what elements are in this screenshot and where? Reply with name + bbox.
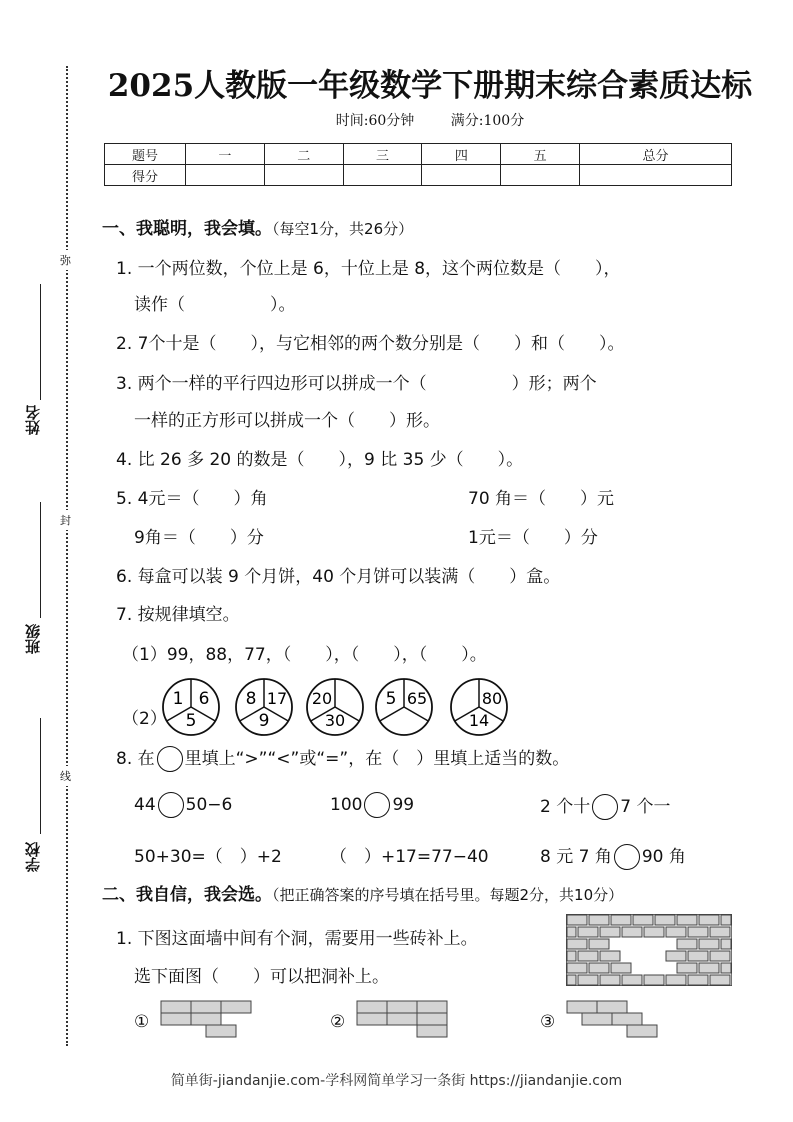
circle-number: 14	[468, 711, 490, 730]
header-cell: 题号	[105, 144, 186, 165]
question-1-7: 7. 按规律填空。	[116, 605, 240, 625]
wall-brick	[622, 927, 642, 937]
header-cell: 三	[343, 144, 422, 165]
option-2-label[interactable]: ②	[330, 1012, 346, 1032]
question-1-1b: 读作（ ）。	[134, 295, 296, 315]
pattern-circle-4	[373, 676, 435, 738]
full-score-label: 满分:100分	[450, 113, 525, 129]
answer-circle[interactable]	[592, 794, 618, 820]
option-1-label[interactable]: ①	[134, 1012, 150, 1032]
score-table	[104, 143, 732, 186]
question-1-3a: 3. 两个一样的平行四边形可以拼成一个（ ）形；两个	[116, 374, 597, 394]
school-label: 学校	[24, 842, 42, 872]
circle-number: 20	[311, 689, 333, 708]
question-2-1b: 选下面图（ ）可以把洞补上。	[134, 967, 389, 987]
wall-brick	[710, 951, 730, 961]
wall-brick	[567, 915, 587, 925]
wall-brick	[699, 963, 719, 973]
section-1-heading: 一、我聪明，我会填。	[102, 219, 272, 239]
wall-brick	[677, 915, 697, 925]
q8-item-c	[540, 792, 670, 820]
wall-brick	[688, 927, 708, 937]
wall-brick	[677, 963, 697, 973]
circle-number: 1	[172, 689, 184, 709]
name-line	[40, 284, 41, 400]
seal-char-3: 线	[60, 766, 71, 786]
section-1-note: （每空1分，共26分）	[272, 220, 414, 238]
question-1-8	[116, 744, 569, 772]
section-2-title	[102, 880, 623, 905]
circle-number: 5	[385, 689, 397, 709]
wall-brick	[611, 963, 631, 973]
wall-brick	[589, 915, 609, 925]
class-line	[40, 502, 41, 618]
option-3-label[interactable]: ③	[540, 1012, 556, 1032]
wall-brick	[666, 951, 686, 961]
compare-circle-icon	[157, 746, 183, 772]
wall-brick	[567, 927, 576, 937]
answer-circle[interactable]	[364, 792, 390, 818]
q8-item-e: （ ）+17=77−40	[330, 847, 489, 867]
wall-brick	[611, 915, 631, 925]
wall-brick	[633, 915, 653, 925]
wall-brick	[688, 951, 708, 961]
question-1-7-1: （1）99，88，77，（ ），（ ），（ ）。	[122, 645, 487, 665]
question-1-3b: 一样的正方形可以拼成一个（ ）形。	[134, 411, 440, 431]
wall-brick	[578, 927, 598, 937]
binding-dotted-line	[66, 66, 68, 1046]
seal-char-1: 弥	[60, 250, 71, 270]
wall-brick	[567, 951, 576, 961]
q8-b-right: 99	[392, 795, 415, 815]
score-cell[interactable]	[264, 165, 343, 186]
wall-brick	[578, 951, 598, 961]
wall-brick	[710, 975, 730, 985]
circle-number: 30	[324, 711, 346, 730]
section-1-title	[102, 214, 413, 239]
score-cell[interactable]	[186, 165, 265, 186]
pattern-circle-5	[448, 676, 510, 738]
circle-number: 5	[185, 711, 197, 731]
sector-divider	[380, 707, 404, 721]
header-cell: 四	[422, 144, 501, 165]
wall-brick	[666, 927, 686, 937]
circle-number: 80	[481, 689, 503, 708]
wall-brick	[721, 963, 731, 973]
question-1-7-2: （2）	[122, 709, 167, 729]
header-cell: 总分	[580, 144, 732, 165]
wall-brick	[600, 951, 620, 961]
score-table-row	[105, 165, 732, 186]
time-label: 时间:60分钟	[335, 113, 415, 129]
header-cell: 五	[501, 144, 580, 165]
option-3-bricks[interactable]	[566, 1000, 662, 1040]
q8-c-left: 2 个十	[540, 797, 591, 817]
question-1-6: 6. 每盒可以装 9 个月饼，40 个月饼可以装满（ ）盒。	[116, 567, 561, 587]
wall-brick	[600, 975, 620, 985]
wall-brick	[721, 915, 731, 925]
q8-item-b	[330, 792, 414, 818]
answer-circle[interactable]	[158, 792, 184, 818]
q8-b-left: 100	[330, 795, 363, 815]
score-cell[interactable]	[580, 165, 732, 186]
option-2-bricks[interactable]	[356, 1000, 452, 1040]
footer-watermark: 简单街-jiandanjie.com-学科网简单学习一条街 https://jiandanjie.com	[170, 1073, 623, 1089]
name-label: 姓名	[24, 405, 42, 435]
q8-f-right: 90 角	[641, 847, 686, 867]
question-1-5c: 9角＝（ ）分	[134, 528, 264, 548]
wall-brick	[589, 963, 609, 973]
wall-brick	[622, 975, 642, 985]
wall-brick	[567, 975, 576, 985]
exam-info	[100, 110, 760, 130]
wall-brick	[589, 939, 609, 949]
question-1-5a: 5. 4元＝（ ）角	[116, 489, 268, 509]
question-1-4: 4. 比 26 多 20 的数是（ ），9 比 35 少（ ）。	[116, 450, 524, 470]
q8-a-right: 50−6	[185, 795, 233, 815]
wall-brick	[655, 915, 675, 925]
wall-brick	[699, 915, 719, 925]
row-label: 得分	[105, 165, 186, 186]
wall-brick	[666, 975, 686, 985]
wall-brick	[600, 927, 620, 937]
score-cell[interactable]	[501, 165, 580, 186]
pattern-circle-1	[160, 676, 222, 738]
q8-a-left: 44	[134, 795, 156, 815]
score-cell[interactable]	[343, 165, 422, 186]
class-label: 班级	[24, 624, 42, 654]
score-cell[interactable]	[422, 165, 501, 186]
circle-number: 9	[258, 711, 270, 731]
question-2-1a: 1. 下图这面墙中间有个洞，需要用一些砖补上。	[116, 929, 478, 949]
circle-number: 65	[406, 689, 428, 708]
wall-brick	[677, 939, 697, 949]
header-cell: 一	[186, 144, 265, 165]
header-cell: 二	[264, 144, 343, 165]
wall-brick	[699, 939, 719, 949]
q8-item-f	[540, 842, 686, 870]
wall-brick	[578, 975, 598, 985]
q8-prefix: 8. 在	[116, 749, 155, 769]
wall-brick	[644, 927, 664, 937]
option-1-bricks[interactable]	[160, 1000, 256, 1040]
brick-wall-figure	[566, 914, 732, 986]
question-1-2: 2. 7个十是（ ），与它相邻的两个数分别是（ ）和（ ）。	[116, 334, 625, 354]
q8-suffix: 里填上“>”“<”或“=”，在（ ）里填上适当的数。	[184, 749, 570, 769]
pattern-circle-3	[304, 676, 366, 738]
wall-brick	[688, 975, 708, 985]
section-2-note: （把正确答案的序号填在括号里。每题2分，共10分）	[272, 886, 624, 904]
wall-brick	[567, 963, 587, 973]
school-line	[40, 718, 41, 834]
wall-brick	[644, 975, 664, 985]
q8-item-a	[134, 792, 232, 818]
pattern-circle-2	[233, 676, 295, 738]
wall-brick	[710, 927, 730, 937]
q8-item-d: 50+30=（ ）+2	[134, 847, 282, 867]
section-2-heading: 二、我自信，我会选。	[102, 885, 272, 905]
circle-number: 17	[266, 689, 288, 708]
wall-brick	[567, 939, 587, 949]
score-table-header	[105, 144, 732, 165]
question-1-1a: 1. 一个两位数，个位上是 6，十位上是 8，这个两位数是（ ），	[116, 259, 621, 279]
circle-number: 8	[245, 689, 257, 709]
question-1-5d: 1元＝（ ）分	[468, 528, 598, 548]
q8-f-left: 8 元 7 角	[540, 847, 612, 867]
seal-char-2: 封	[60, 510, 71, 530]
sector-divider	[404, 707, 428, 721]
page-title: 2025人教版一年级数学下册期末综合素质达标	[107, 68, 753, 104]
q8-c-right: 7 个一	[620, 797, 671, 817]
circle-number: 6	[198, 689, 210, 709]
question-1-5b: 70 角＝（ ）元	[468, 489, 615, 509]
wall-brick	[721, 939, 731, 949]
answer-circle[interactable]	[614, 844, 640, 870]
